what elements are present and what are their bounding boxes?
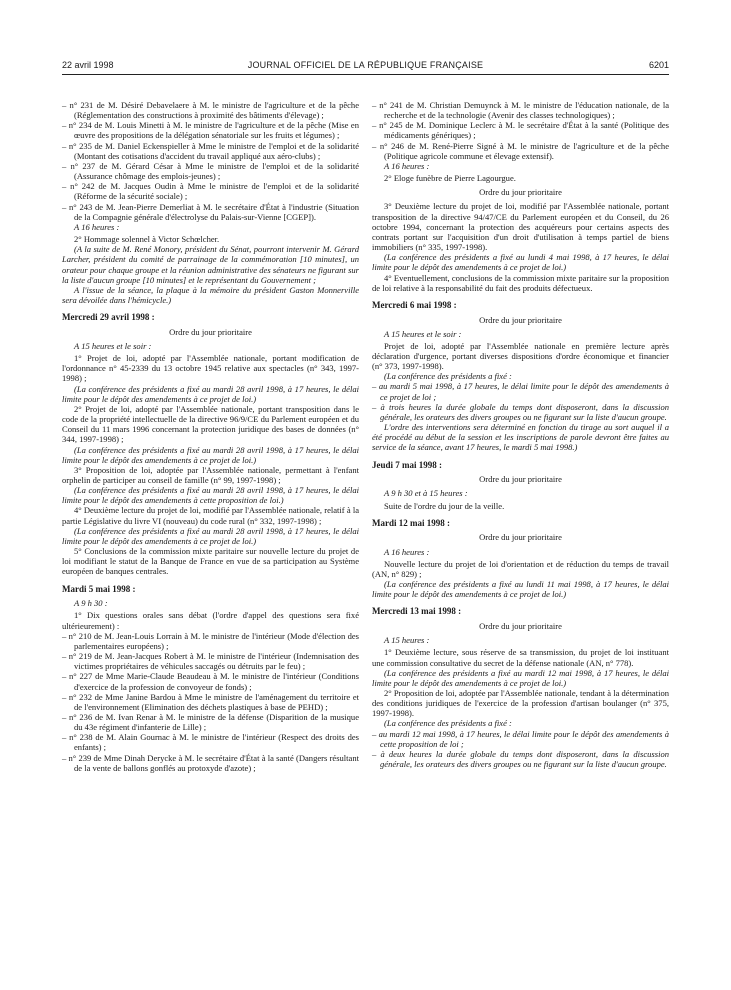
question-item: – n° 246 de M. René-Pierre Signé à M. le ministre de l'agriculture et de la pêche (Politique agricole commune et élevage extensif). xyxy=(372,140,669,161)
agenda-item: 3° Deuxième lecture du projet de loi, modifié par l'Assemblée nationale, portant transposition de la directive 94/47/CE du Parlement européen et du Conseil, du 26 octobre 1994, concernant la protection des acquéreurs pour certains aspects des contrats portant sur l'acquisition d'un droit d'utilisation à temps partiel de biens immobiliers (n° 335, 1997-1998). xyxy=(372,201,669,253)
agenda-item: 1° Deuxième lecture, sous réserve de sa transmission, du projet de loi instituant une commission consultative du secret de la défense nationale (AN, n° 778). xyxy=(372,647,669,668)
order-heading: Ordre du jour prioritaire xyxy=(479,187,562,198)
question-item: – n° 232 de Mme Janine Bardou à Mme le ministre de l'aménagement du territoire et de l'environnement (Elimination des déchets plastiques à base de PEHD) ; xyxy=(62,691,359,712)
agenda-item: 2° Eloge funèbre de Pierre Lagourgue. xyxy=(384,173,516,184)
agenda-item: 4° Eventuellement, conclusions de la commission mixte paritaire sur la proposition de loi relative à la responsabilité du fait des produits défectueux. xyxy=(372,272,669,293)
conference-note: (La conférence des présidents a fixé au mardi 28 avril 1998, à 17 heures, le délai limite pour le dépôt des amendements à ce projet de loi.) xyxy=(62,444,359,465)
italic-note: A l'issue de la séance, la plaque à la mémoire du président Gaston Monnerville sera dévoilée dans l'hémicycle.) xyxy=(62,284,359,305)
question-item: – n° 236 de M. Ivan Renar à M. le ministre de la défense (Disparition de la musique du 43e régiment d'infanterie de Lille) ; xyxy=(62,712,359,733)
agenda-item: 3° Proposition de loi, adoptée par l'Assemblée nationale, permettant à l'enfant orphelin de participer au conseil de famille (n° 99, 1997-1998) ; xyxy=(62,464,359,486)
agenda-item: 2° Proposition de loi, adoptée par l'Assemblée nationale, tendant à la détermination des conditions juridiques de l'exercice de la profession d'artisan boulanger (n° 375, 1997-1998). xyxy=(372,688,669,719)
page-number: 6201 xyxy=(648,60,669,70)
time-slot: A 9 h 30 et à 15 heures : xyxy=(384,488,468,499)
conference-note: (La conférence des présidents a fixé : xyxy=(384,718,512,729)
question-item: – n° 235 de M. Daniel Eckenspieller à Mme le ministre de l'emploi et de la solidarité (Montant des cotisations d'accident du travail appliqué aux aéro-clubs) ; xyxy=(62,140,359,161)
question-item: – n° 231 de M. Désiré Debavelaere à M. le ministre de l'agriculture et de la pêche (Réglementation des constructions à proximité des bâtiments d'élevage) ; xyxy=(62,100,359,121)
question-item: – n° 243 de M. Jean-Pierre Demerliat à M. le secrétaire d'État à l'industrie (Situation de la Compagnie générale d'électrolyse du Palais-sur-Vienne [CGEP]). xyxy=(62,201,359,222)
conference-subitem: – au mardi 12 mai 1998, à 17 heures, le délai limite pour le dépôt des amendements à cette proposition de loi ; xyxy=(372,728,669,749)
time-slot: A 15 heures et le soir : xyxy=(384,328,462,339)
right-column xyxy=(372,100,669,769)
question-item: – n° 239 de Mme Dinah Derycke à M. le secrétaire d'État à la santé (Dangers résultant de la vente de ballons gonflés au protoxyde d'azote) ; xyxy=(62,752,359,773)
conference-note: (La conférence des présidents a fixé au lundi 11 mai 1998, à 17 heures, le délai limite pour le dépôt des amendements à ce projet de loi.) xyxy=(372,579,669,600)
conference-note: (La conférence des présidents a fixé au mardi 28 avril 1998, à 17 heures, le délai limite pour le dépôt des amendements à cette proposition de loi.) xyxy=(62,485,359,506)
left-column xyxy=(62,100,359,773)
day-heading: Mercredi 13 mai 1998 : xyxy=(372,606,462,617)
agenda-item: 5° Conclusions de la commission mixte paritaire sur nouvelle lecture du projet de loi modifiant le statut de la Banque de France en vue de sa participation au Système européen de banques centrales. xyxy=(62,546,359,577)
question-item: – n° 234 de M. Louis Minetti à M. le ministre de l'agriculture et de la pêche (Mise en œuvre des propositions de la délégation sénatoriale sur les fruits et légumes) ; xyxy=(62,120,359,141)
order-heading: Ordre du jour prioritaire xyxy=(479,314,562,325)
agenda-item: 2° Projet de loi, adopté par l'Assemblée nationale, portant transposition dans le code de la propriété intellectuelle de la directive 96/9/CE du Parlement européen et du Conseil du 11 mars 1996 concernant la protection juridique des bases de données (n° 344, 1997-1998) ; xyxy=(62,403,359,445)
time-slot: A 16 heures : xyxy=(384,546,430,557)
conference-subitem: – à trois heures la durée globale du temps dont disposeront, dans la discussion générale, les orateurs des divers groupes ou ne figurant sur la liste d'aucun groupe. xyxy=(372,401,669,422)
time-slot: A 16 heures : xyxy=(74,221,120,232)
order-heading: Ordre du jour prioritaire xyxy=(479,532,562,543)
agenda-item: 1° Dix questions orales sans débat (l'ordre d'appel des questions sera fixé ultérieurement) : xyxy=(62,610,359,631)
conference-subitem: – au mardi 5 mai 1998, à 17 heures, le délai limite pour le dépôt des amendements à ce projet de loi ; xyxy=(372,381,669,402)
question-item: – n° 241 de M. Christian Demuynck à M. le ministre de l'éducation nationale, de la recherche et de la technologie (Avenir des classes technologiques) ; xyxy=(372,100,669,121)
day-heading: Jeudi 7 mai 1998 : xyxy=(372,459,443,470)
header-date: 22 avril 1998 xyxy=(62,60,114,70)
question-item: – n° 219 de M. Jean-Jacques Robert à M. le ministre de l'intérieur (Indemnisation des victimes propriétaires de véhicules saccagés ou détruits par le feu) ; xyxy=(62,651,359,672)
conference-note: (La conférence des présidents a fixé au lundi 4 mai 1998, à 17 heures, le délai limite pour le dépôt des amendements à ce projet de loi.) xyxy=(372,252,669,273)
agenda-item: Projet de loi, adopté par l'Assemblée nationale en première lecture après déclaration d'urgence, portant diverses dispositions d'ordre économique et financier (n° 373, 1997-1998). xyxy=(372,340,669,372)
running-header xyxy=(62,60,669,74)
agenda-item: 4° Deuxième lecture du projet de loi, modifié par l'Assemblée nationale, relatif à la partie Législative du livre VI (nouveau) du code rural (n° 332, 1997-1998) ; xyxy=(62,505,359,526)
order-heading: Ordre du jour prioritaire xyxy=(479,474,562,485)
agenda-item: Suite de l'ordre du jour de la veille. xyxy=(384,500,505,511)
question-item: – n° 245 de M. Dominique Leclerc à M. le secrétaire d'État à la santé (Politique des médicaments génériques) ; xyxy=(372,120,669,141)
time-slot: A 15 heures : xyxy=(384,635,430,646)
time-slot: A 15 heures et le soir : xyxy=(74,340,152,351)
time-slot: A 16 heures : xyxy=(384,160,430,171)
question-item: – n° 210 de M. Jean-Louis Lorrain à M. le ministre de l'intérieur (Mode d'élection des parlementaires européens) ; xyxy=(62,630,359,651)
agenda-item: Nouvelle lecture du projet de loi d'orientation et de réduction du temps de travail (AN, n° 829) ; xyxy=(372,558,669,579)
conference-note: (La conférence des présidents a fixé au mardi 12 mai 1998, à 17 heures, le délai limite pour le dépôt des amendements à ce projet de loi.) xyxy=(372,667,669,688)
agenda-item: 1° Projet de loi, adopté par l'Assemblée nationale, portant modification de l'ordonnance n° 45-2339 du 13 octobre 1945 relative aux spectacles (n° 343, 1997-1998) ; xyxy=(62,353,359,384)
question-item: – n° 237 de M. Gérard César à Mme le ministre de l'emploi et de la solidarité (Assurance chômage des emplois-jeunes) ; xyxy=(62,160,359,182)
day-heading: Mardi 12 mai 1998 : xyxy=(372,517,450,528)
day-heading: Mercredi 6 mai 1998 : xyxy=(372,299,457,310)
header-rule xyxy=(62,74,669,75)
conference-subitem: – à deux heures la durée globale du temps dont disposeront, dans la discussion générale, les orateurs des divers groupes ou ne figurant sur la liste d'aucun groupe. xyxy=(372,748,669,770)
italic-note: (A la suite de M. René Monory, président du Sénat, pourront intervenir M. Gérard Larcher, président du comité de parrainage de la commémoration [10 minutes], un orateur pour chaque groupe et la réunion administrative des sénateurs ne figurant sur la liste d'aucun groupe [10 minutes] et le représentant du Gouvernement ; xyxy=(62,244,359,285)
day-heading: Mardi 5 mai 1998 : xyxy=(62,583,136,594)
conference-note: (La conférence des présidents a fixé au mardi 28 avril 1998, à 17 heures, le délai limite pour le dépôt des amendements à ce projet de loi.) xyxy=(62,525,359,546)
conference-note: L'ordre des interventions sera déterminé en fonction du tirage au sort auquel il a été procédé au début de la session et les inscriptions de parole devront être faites au service de la séance, avant 17 heures, le mardi 5 mai 1998.) xyxy=(372,422,669,453)
conference-note: (La conférence des présidents a fixé : xyxy=(384,371,512,382)
agenda-item: 2° Hommage solennel à Victor Schœlcher. xyxy=(74,234,220,245)
question-item: – n° 242 de M. Jacques Oudin à Mme le ministre de l'emploi et de la solidarité (Réforme de la sécurité sociale) ; xyxy=(62,181,359,202)
journal-title: JOURNAL OFFICIEL DE LA RÉPUBLIQUE FRANÇAISE xyxy=(247,60,484,70)
order-heading: Ordre du jour prioritaire xyxy=(479,621,562,632)
time-slot: A 9 h 30 : xyxy=(74,598,108,609)
question-item: – n° 238 de M. Alain Gournac à M. le ministre de l'intérieur (Respect des droits des enfants) ; xyxy=(62,732,359,753)
order-heading: Ordre du jour prioritaire xyxy=(169,326,252,337)
conference-note: (La conférence des présidents a fixé au mardi 28 avril 1998, à 17 heures, le délai limite pour le dépôt des amendements à ce projet de loi.) xyxy=(62,383,359,404)
day-heading: Mercredi 29 avril 1998 : xyxy=(62,312,155,323)
question-item: – n° 227 de Mme Marie-Claude Beaudeau à M. le ministre de l'intérieur (Conditions d'exercice de la profession de convoyeur de fonds) ; xyxy=(62,671,359,692)
